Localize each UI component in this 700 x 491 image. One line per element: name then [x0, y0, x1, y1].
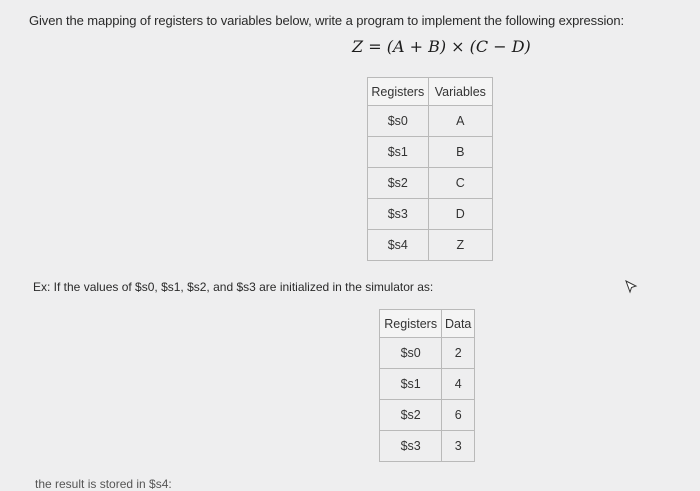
register-cell: $s1 — [380, 369, 442, 400]
register-cell: $s3 — [380, 431, 442, 462]
data-cell: 4 — [442, 369, 475, 400]
register-cell: $s1 — [368, 137, 429, 168]
column-header-registers: Registers — [380, 310, 442, 338]
table-row — [368, 199, 493, 230]
table-row — [368, 230, 493, 261]
question-prompt: Given the mapping of registers to variables below, write a program to implement the following expression: — [29, 13, 625, 28]
data-cell: 6 — [442, 400, 475, 431]
variable-cell: D — [428, 199, 492, 230]
variable-cell: Z — [428, 230, 492, 261]
register-cell: $s0 — [368, 106, 429, 137]
table-row — [380, 400, 475, 431]
result-note: the result is stored in $s4: — [35, 477, 172, 491]
expression-equation: Z = (A + B) × (C − D) — [352, 37, 531, 56]
variable-cell: A — [428, 106, 492, 137]
data-cell: 2 — [442, 338, 475, 369]
register-cell: $s4 — [368, 230, 429, 261]
register-cell: $s2 — [380, 400, 442, 431]
variable-cell: C — [428, 168, 492, 199]
column-header-variables: Variables — [428, 78, 492, 106]
mouse-pointer-icon — [624, 280, 638, 294]
table-header-row — [380, 310, 475, 338]
table-header-row — [368, 78, 493, 106]
table-row — [368, 106, 493, 137]
table-row — [380, 431, 475, 462]
variable-cell: B — [428, 137, 492, 168]
data-cell: 3 — [442, 431, 475, 462]
example-text: Ex: If the values of $s0, $s1, $s2, and $s3 are initialized in the simulator as: — [33, 280, 434, 294]
table-row — [380, 369, 475, 400]
register-variable-table — [367, 77, 493, 261]
column-header-registers: Registers — [368, 78, 429, 106]
register-cell: $s3 — [368, 199, 429, 230]
register-cell: $s2 — [368, 168, 429, 199]
register-cell: $s0 — [380, 338, 442, 369]
register-data-table — [379, 309, 475, 462]
column-header-data: Data — [442, 310, 475, 338]
table-row — [380, 338, 475, 369]
table-row — [368, 137, 493, 168]
table-row — [368, 168, 493, 199]
